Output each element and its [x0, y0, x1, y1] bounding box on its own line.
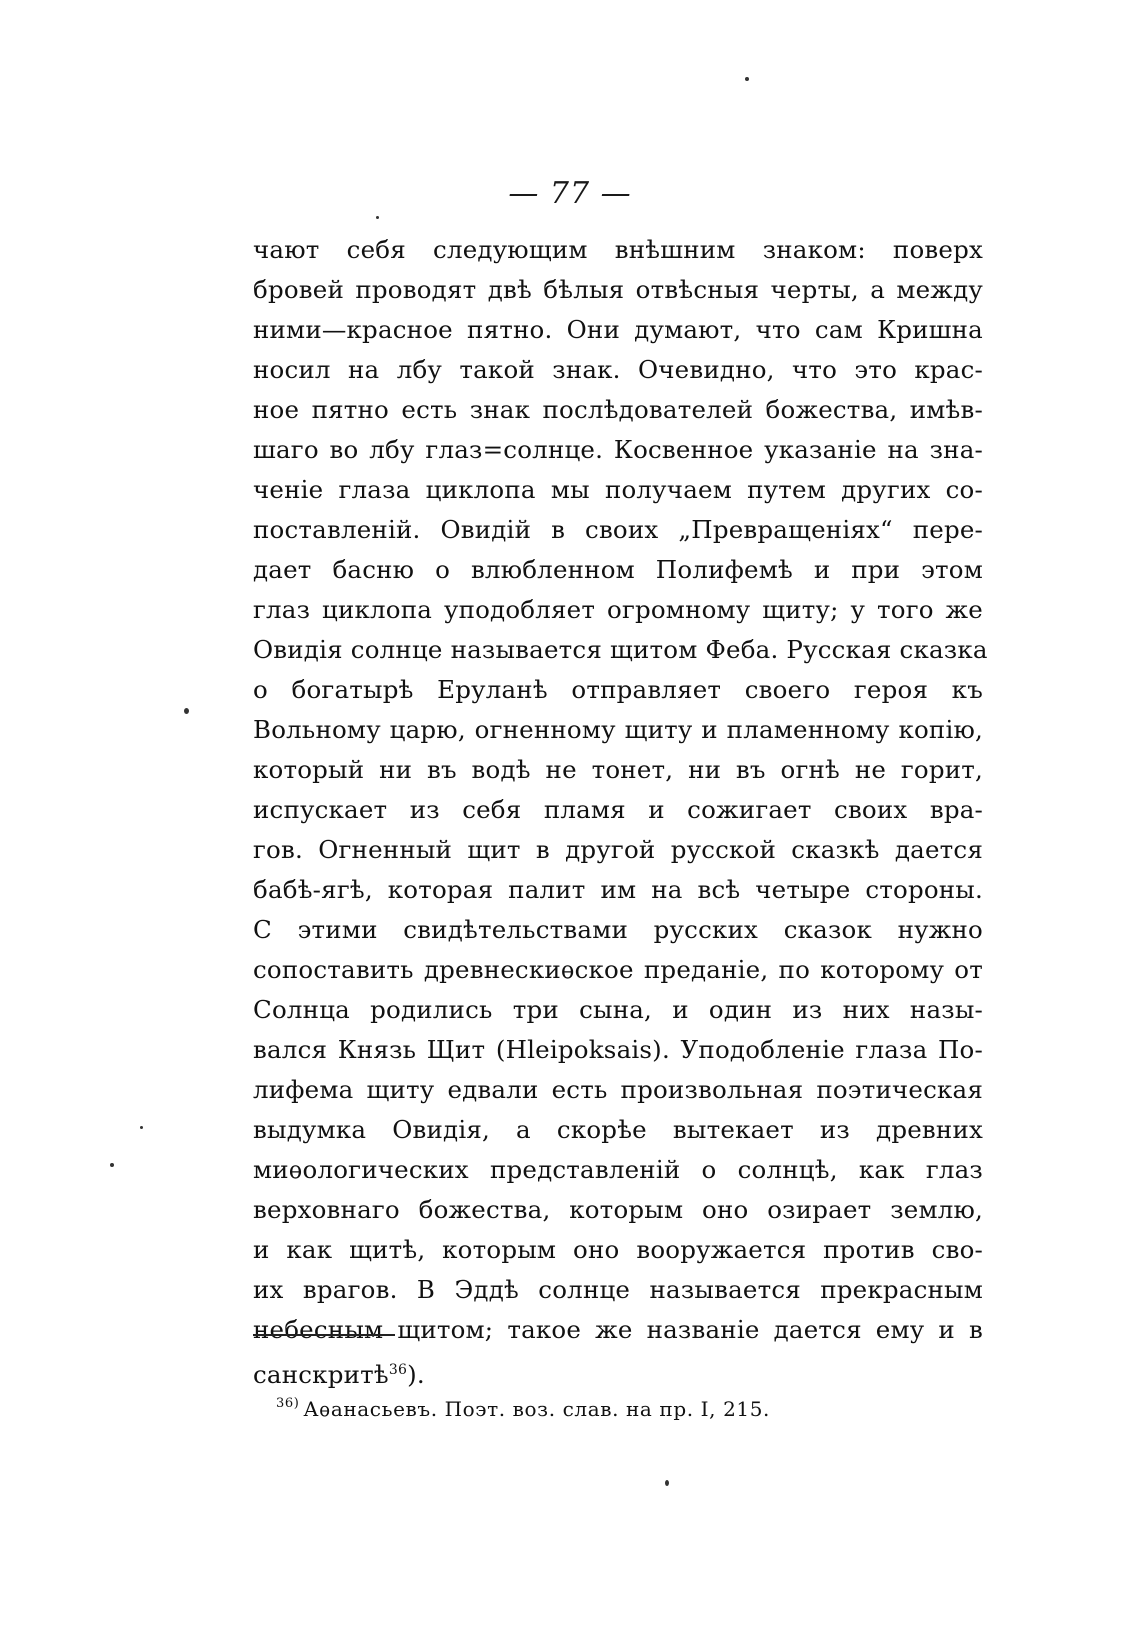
footnote-text: Аѳанасьевъ. Поэт. воз. слав. на пр. I, 215. [303, 1397, 771, 1421]
text-line: Овидія солнце называется щитом Феба. Русская сказка [253, 635, 988, 664]
text-line: бровей проводят двѣ бѣлыя отвѣсныя черты, а между [253, 275, 983, 304]
text-line: Вольному царю, огненному щиту и пламенному копію, [253, 715, 983, 744]
body-text [253, 230, 988, 1390]
text-line: гов. Огненный щит в другой русской сказкѣ дается [253, 835, 983, 864]
text-line: Солнца родились три сына, и один из них назы- [253, 995, 983, 1024]
text-line: выдумка Овидія, а скорѣе вытекает из древних [253, 1115, 983, 1144]
scan-speck [184, 708, 189, 714]
footnote-reference[interactable]: 36 [388, 1362, 408, 1378]
text-line: ченіе глаза циклопа мы получаем путем других со- [253, 475, 983, 504]
text-line: глаз циклопа уподобляет огромному щиту; у того же [253, 595, 983, 624]
footnote-mark: 36) [276, 1396, 300, 1411]
text-line: миѳологических представленій о солнцѣ, как глаз [253, 1155, 983, 1184]
text-line: носил на лбу такой знак. Очевидно, что это крас- [253, 355, 983, 384]
text-line: который ни въ водѣ не тонет, ни въ огнѣ не горит, [253, 755, 983, 784]
text-line: небесным щитом; такое же названіе дается ему и в [253, 1315, 983, 1344]
text-line: о богатырѣ Еруланѣ отправляет своего героя къ [253, 675, 983, 704]
scan-speck [110, 1163, 114, 1167]
text-line: чают себя следующим внѣшним знаком: поверх [253, 235, 983, 264]
scan-speck [745, 77, 749, 81]
scan-speck [140, 1126, 143, 1129]
text-line: шаго во лбу глаз=солнце. Косвенное указаніе на зна- [253, 435, 983, 464]
text-line: ними—красное пятно. Они думают, что сам Кришна [253, 315, 983, 344]
text-line: сопоставить древнескиѳское преданіе, по которому от [253, 955, 983, 984]
text-line: испускает из себя пламя и сожигает своих вра- [253, 795, 983, 824]
text-line: ное пятно есть знак послѣдователей божества, имѣв- [253, 395, 983, 424]
text-line: С этими свидѣтельствами русских сказок нужно [253, 915, 983, 944]
text-line-last [253, 1350, 983, 1390]
footnote [276, 1397, 770, 1421]
page-number: — 77 — [508, 176, 632, 211]
text-line: поставленій. Овидій в своих „Превращеніях“ пере- [253, 515, 983, 544]
text-line: и как щитѣ, которым оно вооружается против сво- [253, 1235, 983, 1264]
text-line: верховнаго божества, которым оно озирает землю, [253, 1195, 983, 1224]
text-line-tail: ). [407, 1360, 425, 1390]
text-line: их врагов. В Эддѣ солнце называется прекрасным [253, 1275, 983, 1304]
footnote-divider [253, 1334, 395, 1336]
scan-speck [665, 1480, 669, 1486]
text-line: вался Князь Щит (Hleipoksais). Уподобленіе глаза По- [253, 1035, 983, 1064]
text-line: лифема щиту едвали есть произвольная поэтическая [253, 1075, 983, 1104]
text-line: бабѣ-ягѣ, которая палит им на всѣ четыре стороны. [253, 875, 983, 904]
text-line: дает басню о влюбленном Полифемѣ и при этом [253, 555, 983, 584]
text-line-end: санскритѣ [253, 1360, 389, 1390]
scan-speck [376, 216, 379, 219]
